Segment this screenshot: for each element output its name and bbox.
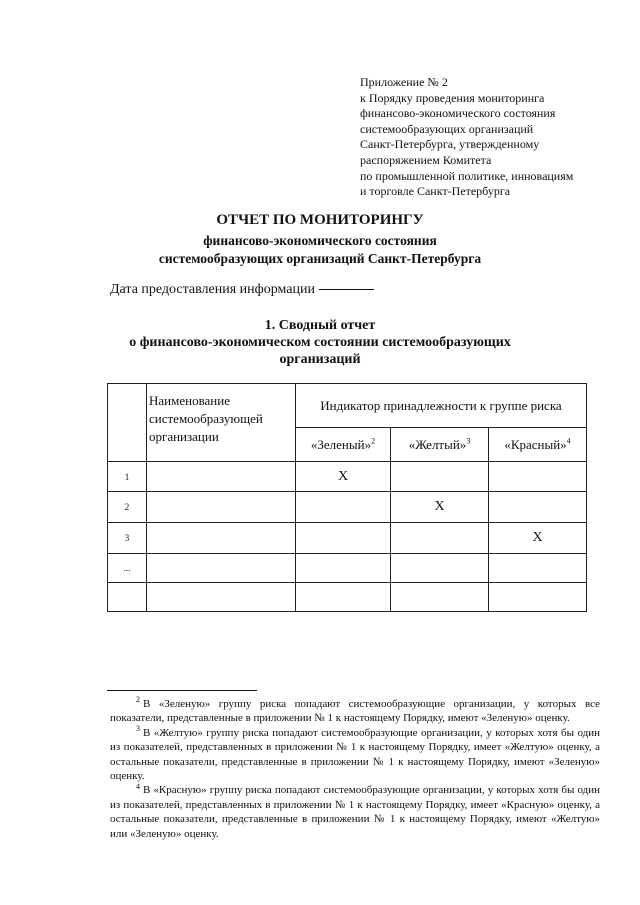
green-cell <box>296 492 391 523</box>
group-label: «Зеленый» <box>310 436 372 452</box>
header-green <box>296 428 391 462</box>
header-red <box>489 428 587 462</box>
org-name-cell <box>147 492 296 523</box>
green-cell <box>296 583 391 612</box>
appendix-line: финансово-экономического состояния <box>360 106 556 121</box>
org-name-cell <box>147 554 296 583</box>
table-row <box>108 554 587 583</box>
red-cell <box>489 462 587 492</box>
yellow-cell <box>391 583 489 612</box>
footnote-text: В «Зеленую» группу риска попадают системообразующие организации, у которых все показатели, представленные в приложении № 1 к настоящему Порядку, имеют «Зеленую» оценку. <box>110 698 600 725</box>
section-subtitle: о финансово-экономическом состоянии системообразующих <box>129 335 511 350</box>
section-title: 1. Сводный отчет <box>264 318 376 333</box>
footnote <box>110 783 600 841</box>
table-row <box>108 583 587 612</box>
appendix-line: Санкт-Петербурга, утвержденному <box>360 137 540 152</box>
group-label: «Желтый» <box>408 436 467 452</box>
footnote-text: В «Красную» группу риска попадают системообразующие организации, у которых хотя бы один из показателей, представленных в приложении № 1 к настоящему Порядку, имеет «Красную» оценку, а остальные показатели, представленные в приложении № 1 к настоящему Порядку, имеют «Желтую» или «Зеленую» оценку. <box>110 784 600 840</box>
footnote-text: В «Желтую» группу риска попадают системообразующие организации, у которых хотя бы один из показателей, представленных в приложении № 1 к настоящему Порядку, имеет «Желтую» оценку, а остальные показатели, представленные в приложении № 1 к настоящему Порядку, имеют «Зеленую» оценку. <box>110 726 600 783</box>
appendix-line: системообразующих организаций <box>360 121 534 136</box>
footnote <box>110 726 600 784</box>
footnote-divider <box>107 690 257 691</box>
report-subtitle: системообразующих организаций Санкт-Петербурга <box>158 251 482 266</box>
table-row <box>108 462 587 492</box>
green-cell: Х <box>296 462 391 492</box>
appendix-line: и торговле Санкт-Петербурга <box>360 184 511 199</box>
footnote-number: 2 <box>136 695 140 705</box>
appendix-line: к Порядку проведения мониторинга <box>360 90 545 105</box>
table-row <box>108 492 587 523</box>
org-name-cell <box>147 583 296 612</box>
footnote <box>110 697 600 726</box>
date-blank <box>319 289 374 290</box>
yellow-cell: Х <box>391 492 489 523</box>
header-num-cell <box>108 384 147 462</box>
appendix-header <box>360 75 630 200</box>
footnote-number: 4 <box>136 781 140 791</box>
section-subtitle: организаций <box>279 352 361 367</box>
green-cell <box>296 554 391 583</box>
header-name-cell: Наименование системообразующей организации <box>147 384 296 462</box>
row-number: 1 <box>108 462 147 492</box>
footnote-ref: 3 <box>466 436 471 446</box>
header-indicator-cell: Индикатор принадлежности к группе риска <box>296 384 587 428</box>
row-number: 2 <box>108 492 147 523</box>
footnote-ref: 4 <box>566 436 571 446</box>
header-yellow <box>391 428 489 462</box>
footnotes <box>110 697 600 841</box>
table-row <box>108 523 587 554</box>
yellow-cell <box>391 554 489 583</box>
row-number: ... <box>108 554 147 583</box>
appendix-line: Приложение № 2 <box>360 75 448 89</box>
red-cell: Х <box>489 523 587 554</box>
yellow-cell <box>391 462 489 492</box>
org-name-cell <box>147 523 296 554</box>
red-cell <box>489 492 587 523</box>
appendix-line: по промышленной политике, инновациям <box>360 168 574 183</box>
yellow-cell <box>391 523 489 554</box>
footnote-number: 3 <box>136 724 140 734</box>
report-table <box>107 383 587 612</box>
red-cell <box>489 554 587 583</box>
date-line <box>110 282 374 298</box>
org-name-cell <box>147 462 296 492</box>
row-number <box>108 583 147 612</box>
red-cell <box>489 583 587 612</box>
report-title: ОТЧЕТ ПО МОНИТОРИНГУ <box>216 212 424 228</box>
footnote-ref: 2 <box>371 436 376 446</box>
green-cell <box>296 523 391 554</box>
row-number: 3 <box>108 523 147 554</box>
report-subtitle: финансово-экономического состояния <box>203 233 437 248</box>
group-label: «Красный» <box>504 436 567 452</box>
appendix-line: распоряжением Комитета <box>360 152 492 167</box>
date-label: Дата предоставления информации <box>110 282 315 297</box>
